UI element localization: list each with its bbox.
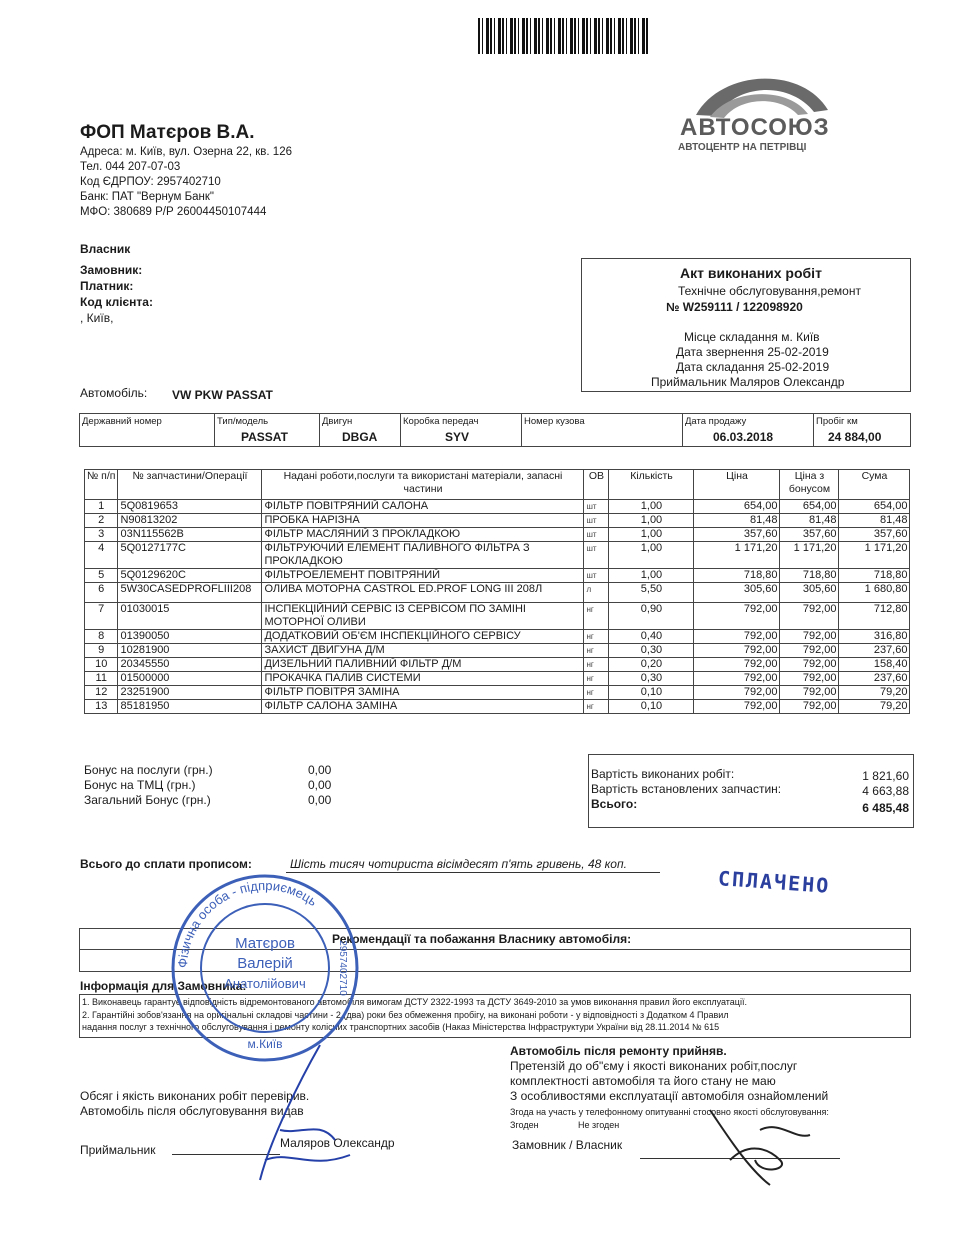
vehicle-gearbox-label: Коробка передач [403,416,479,427]
row-price: 792,00 [694,700,780,714]
receiver-name: Маляров Олександр [280,1136,395,1150]
seal-name-1: Матєров [235,935,295,952]
row-unit: шт [584,500,609,514]
row-sum: 1 171,20 [839,542,910,569]
row-bonus-price: 792,00 [780,658,839,672]
row-price: 792,00 [694,658,780,672]
row-part-code: 85181950 [118,700,262,714]
row-unit: нг [584,603,609,630]
table-row [85,569,910,583]
act-title: Акт виконаних робіт [680,265,822,281]
row-sum: 316,80 [839,630,910,644]
header-desc: Надані роботи,послуги та використані матеріали, запасні частини [262,470,584,500]
row-bonus-price: 718,80 [780,569,839,583]
row-price: 81,48 [694,514,780,528]
bonus-services-value: 0,00 [308,763,332,777]
info-line-2: 2. Гарантійні зобов'язання на оригінальні складові частини - 2 (два) роки без обмеження пробігу, на виконані роботи - у відповідності з Додатком 4 Правил [82,1010,729,1020]
row-description: ДИЗЕЛЬНИЙ ПАЛИВНИЙ ФІЛЬТР Д/М [262,658,584,672]
act-compile-date: Дата складання 25-02-2019 [676,360,830,374]
row-part-code: 01030015 [118,603,262,630]
vehicle-sale-date-value: 06.03.2018 [713,430,774,444]
row-quantity: 0,10 [609,686,694,700]
acceptance-line-3: З особливостями експлуатації автомобіля ознайомлений [510,1089,829,1103]
row-description: ДОДАТКОВИЙ ОБ'ЄМ ІНСПЕКЦІЙНОГО СЕРВІСУ [262,630,584,644]
row-price: 792,00 [694,644,780,658]
row-unit: нг [584,686,609,700]
row-bonus-price: 792,00 [780,630,839,644]
paid-stamp: СПЛАЧЕНО [717,866,832,898]
row-quantity: 0,30 [609,644,694,658]
logo-tagline: АВТОЦЕНТР НА ПЕТРІВЦІ [678,142,807,153]
table-row [85,700,910,714]
row-sum: 158,40 [839,658,910,672]
row-part-code: 01390050 [118,630,262,644]
vehicle-gearbox-value: SYV [445,430,470,444]
row-unit: шт [584,528,609,542]
row-unit: нг [584,644,609,658]
parts-table-body [85,500,910,714]
row-sum: 357,60 [839,528,910,542]
barcode [478,18,648,54]
row-number: 11 [85,672,118,686]
bonus-services-label: Бонус на послуги (грн.) [84,763,213,777]
client-city: , Київ, [80,311,114,325]
header-n: № п/п [85,470,118,500]
seal-name-2: Валерій [237,955,293,972]
row-price: 305,60 [694,583,780,603]
grand-total-label: Всього: [591,797,638,811]
consent-agree: Згоден [510,1120,539,1130]
company-seal [165,868,365,1068]
total-in-words-label: Всього до сплати прописом: [80,857,252,871]
vehicle-engine-label: Двигун [322,416,353,427]
row-unit: шт [584,514,609,528]
vehicle-mileage-label: Пробіг км [816,416,858,427]
table-row [85,542,910,569]
parts-total-value: 4 663,88 [862,784,909,798]
vehicle-cell-plate [80,414,215,446]
row-description: ПРОКАЧКА ПАЛИВ СИСТЕМИ [262,672,584,686]
row-number: 13 [85,700,118,714]
act-request-date: Дата звернення 25-02-2019 [676,345,829,359]
act-info-box [581,258,911,392]
row-description: ФІЛЬТР САЛОНА ЗАМІНА [262,700,584,714]
row-quantity: 0,20 [609,658,694,672]
row-number: 12 [85,686,118,700]
info-label: Інформація для Замовника: [80,979,247,993]
row-sum: 712,80 [839,603,910,630]
vehicle-plate-label: Державний номер [82,416,162,427]
acceptance-title: Автомобіль після ремонту прийняв. [510,1044,727,1058]
works-total-label: Вартість виконаних робіт: [591,767,735,781]
client-code-label: Код клієнта: [80,295,153,309]
consent-text: Згода на участь у телефонному опитуванні стосовно якості обслуговування: [510,1107,829,1117]
row-number: 7 [85,603,118,630]
table-row [85,686,910,700]
row-bonus-price: 792,00 [780,686,839,700]
row-sum: 718,80 [839,569,910,583]
row-sum: 79,20 [839,700,910,714]
row-sum: 237,60 [839,672,910,686]
row-part-code: 5W30CASEDPROFLIII208 [118,583,262,603]
row-part-code: 03N115562B [118,528,262,542]
row-quantity: 5,50 [609,583,694,603]
table-row [85,603,910,630]
acceptance-line-2: комплектності автомобіля та його стану не маю [510,1074,776,1088]
row-quantity: 1,00 [609,528,694,542]
row-sum: 237,60 [839,644,910,658]
row-unit: нг [584,630,609,644]
vehicle-sale-date-label: Дата продажу [685,416,747,427]
table-row [85,644,910,658]
header-qty: Кількість [609,470,694,500]
row-quantity: 0,90 [609,603,694,630]
act-subtitle: Технічне обслуговування,ремонт [678,284,861,298]
vehicle-type-value: PASSAT [241,430,288,444]
row-unit: нг [584,658,609,672]
bonus-goods-value: 0,00 [308,778,332,792]
row-quantity: 1,00 [609,514,694,528]
customer-label: Замовник: [80,263,143,277]
customer-signer-label: Замовник / Власник [512,1138,623,1152]
seal-city: м.Київ [247,1037,283,1051]
row-number: 6 [85,583,118,603]
header-ov: ОВ [584,470,609,500]
act-place: Місце складання м. Київ [684,330,820,344]
row-sum: 81,48 [839,514,910,528]
row-bonus-price: 792,00 [780,603,839,630]
act-receiver: Приймальник Маляров Олександр [651,375,845,389]
row-unit: нг [584,672,609,686]
row-sum: 79,20 [839,686,910,700]
row-number: 4 [85,542,118,569]
row-part-code: 23251900 [118,686,262,700]
row-unit: шт [584,569,609,583]
act-number: № W259111 / 122098920 [666,300,803,314]
seller-phone: Тел. 044 207-07-03 [80,161,181,173]
vehicle-cell-sale-date [683,414,814,446]
info-line-3: надання послуг з технічного обслуговування і ремонту колісних транспортних засобів (Наказ Міністерства Інфраструктури України від 28.11.2014 № 615 [82,1022,720,1032]
row-part-code: N90813202 [118,514,262,528]
row-bonus-price: 357,60 [780,528,839,542]
table-row [85,528,910,542]
grand-total-value: 6 485,48 [862,801,909,815]
row-part-code: 5Q0129620C [118,569,262,583]
row-quantity: 1,00 [609,500,694,514]
row-unit: шт [584,542,609,569]
table-row [85,672,910,686]
receiver-signature [240,1040,360,1190]
owner-label: Власник [80,242,131,256]
row-description: ФІЛЬТРУЮЧИЙ ЕЛЕМЕНТ ПАЛИВНОГО ФІЛЬТРА З ПРОКЛАДКОЮ [262,542,584,569]
table-row [85,658,910,672]
bonus-total-value: 0,00 [308,793,332,807]
vehicle-table [79,413,911,447]
recommendations-label: Рекомендації та побажання Власнику автомобіля: [332,932,632,946]
row-bonus-price: 792,00 [780,700,839,714]
table-row [85,583,910,603]
row-description: ІНСПЕКЦІЙНИЙ СЕРВІС ІЗ СЕРВІСОМ ПО ЗАМІНІ МОТОРНОЇ ОЛИВИ [262,603,584,630]
row-bonus-price: 792,00 [780,644,839,658]
row-price: 718,80 [694,569,780,583]
row-number: 1 [85,500,118,514]
row-unit: л [584,583,609,603]
vehicle-engine-value: DBGA [342,430,378,444]
total-in-words-value: Шість тисяч чотириста вісімдесят п'ять гривень, 48 коп. [290,857,627,871]
row-price: 1 171,20 [694,542,780,569]
vehicle-vin-label: Номер кузова [524,416,585,427]
logo-brand: АВТОСОЮЗ [680,114,830,141]
header-price: Ціна [694,470,780,500]
vehicle-cell-mileage [814,414,909,446]
parts-table [84,469,910,714]
row-quantity: 0,30 [609,672,694,686]
row-quantity: 1,00 [609,569,694,583]
checked-line-1: Обсяг і якість виконаних робіт перевірив. [80,1089,310,1103]
row-sum: 654,00 [839,500,910,514]
vehicle-cell-engine [320,414,401,446]
row-part-code: 01500000 [118,672,262,686]
row-number: 9 [85,644,118,658]
seal-name-3: Анатолійович [224,976,306,991]
row-number: 2 [85,514,118,528]
row-number: 8 [85,630,118,644]
row-price: 654,00 [694,500,780,514]
row-description: ФІЛЬТР МАСЛЯНИЙ З ПРОКЛАДКОЮ [262,528,584,542]
row-price: 792,00 [694,672,780,686]
seal-ring-text: Фізична особа - підприємець [174,877,321,969]
consent-disagree: Не згоден [578,1120,620,1130]
vehicle-cell-gearbox [401,414,522,446]
row-description: ОЛИВА МОТОРНА CASTROL ED.PROF LONG III 208Л [262,583,584,603]
seller-name: ФОП Матєров В.А. [80,122,255,143]
parts-total-label: Вартість встановлених запчастин: [591,782,782,796]
row-quantity: 0,10 [609,700,694,714]
bonus-goods-label: Бонус на ТМЦ (грн.) [84,778,196,792]
vehicle-mileage-value: 24 884,00 [828,430,882,444]
row-part-code: 5Q0819653 [118,500,262,514]
row-part-code: 10281900 [118,644,262,658]
row-price: 357,60 [694,528,780,542]
row-description: ПРОБКА НАРІЗНА [262,514,584,528]
seller-mfo: МФО: 380689 Р/Р 26004450107444 [80,206,267,218]
row-description: ФІЛЬТРОЕЛЕМЕНТ ПОВІТРЯНИЙ [262,569,584,583]
totals-box [588,754,914,828]
table-row [85,630,910,644]
acceptance-line-1: Претензій до об"єму і якості виконаних робіт,послуг [510,1059,798,1073]
table-row [85,514,910,528]
works-total-value: 1 821,60 [862,769,909,783]
row-bonus-price: 305,60 [780,583,839,603]
header-code: № запчастини/Операції [118,470,262,500]
row-number: 10 [85,658,118,672]
row-quantity: 0,40 [609,630,694,644]
row-bonus-price: 1 171,20 [780,542,839,569]
row-price: 792,00 [694,630,780,644]
customer-signature [700,1100,820,1190]
payer-label: Платник: [80,279,134,293]
seller-bank: Банк: ПАТ "Вернум Банк" [80,191,214,203]
vehicle-cell-type [215,414,320,446]
row-sum: 1 680,80 [839,583,910,603]
row-number: 3 [85,528,118,542]
info-line-1: 1. Виконавець гарантує відповідність відремонтованого автомобіля вимогам ДСТУ 2322-1993 та ДСТУ 3649-2010 за умов виконання правил його експлуатації. [82,997,747,1007]
autosoyuz-logo [676,70,856,160]
row-description: ФІЛЬТР ПОВІТРЯНИЙ САЛОНА [262,500,584,514]
vehicle-cell-vin [522,414,683,446]
seller-address: Адреса: м. Київ, вул. Озерна 22, кв. 126 [80,146,292,158]
vehicle-type-label: Тип/модель [217,416,269,427]
row-quantity: 1,00 [609,542,694,569]
row-unit: нг [584,700,609,714]
receiver-label: Приймальник [80,1143,156,1157]
row-description: ФІЛЬТР ПОВІТРЯ ЗАМІНА [262,686,584,700]
row-bonus-price: 81,48 [780,514,839,528]
row-description: ЗАХИСТ ДВИГУНА Д/М [262,644,584,658]
row-part-code: 20345550 [118,658,262,672]
row-bonus-price: 654,00 [780,500,839,514]
table-row [85,500,910,514]
row-part-code: 5Q0127177C [118,542,262,569]
checked-line-2: Автомобіль після обслуговування видав [80,1104,304,1118]
header-bonus-price: Ціна з бонусом [780,470,839,500]
row-price: 792,00 [694,603,780,630]
bonus-total-label: Загальний Бонус (грн.) [84,793,211,807]
header-sum: Сума [839,470,910,500]
vehicle-label: Автомобіль: [80,386,148,400]
seller-edrpou: Код ЄДРПОУ: 2957402710 [80,176,221,188]
row-price: 792,00 [694,686,780,700]
row-number: 5 [85,569,118,583]
vehicle-model: VW PKW PASSAT [172,388,273,402]
seal-code: 2957402710 [337,940,348,996]
row-bonus-price: 792,00 [780,672,839,686]
